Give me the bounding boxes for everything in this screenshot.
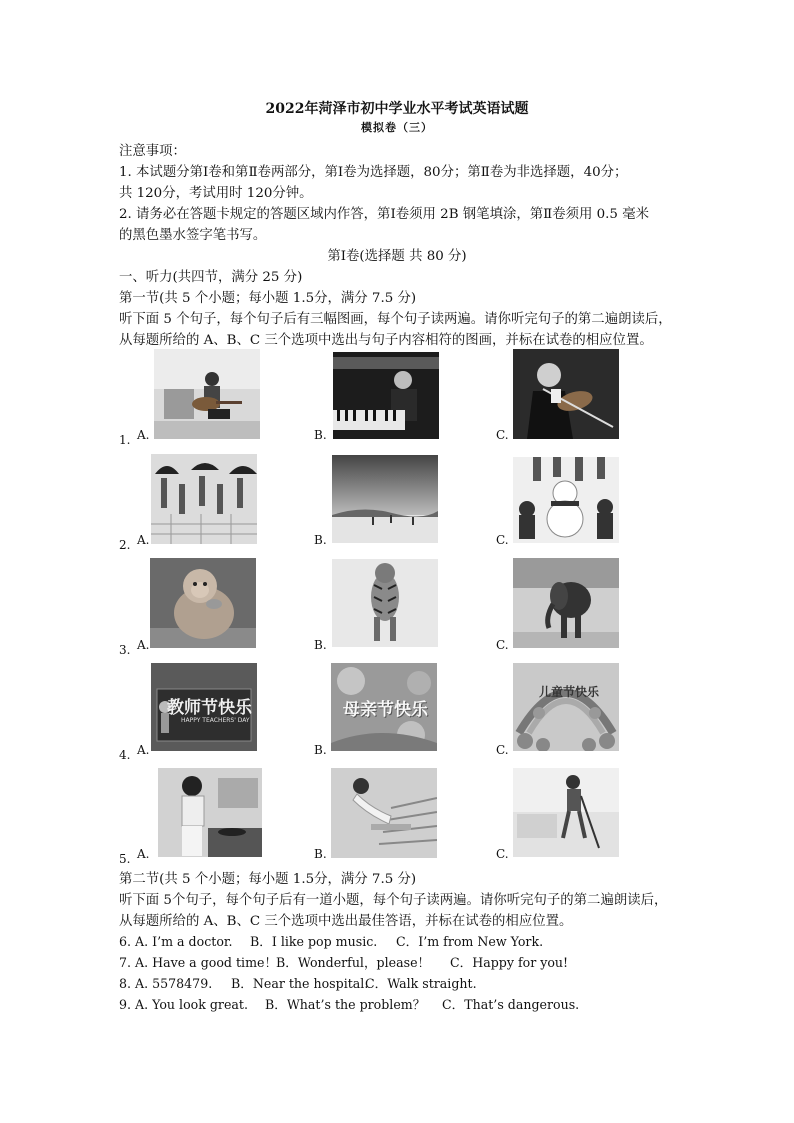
notice-heading: 注意事项： [119, 144, 186, 159]
option-b-label: B. [314, 847, 327, 861]
sec1-instruction-2: 从每题所给的 A、B、C 三个选项中选出与句子内容相符的图画，并标在试卷的相应位置。 [119, 333, 653, 348]
elephant-photo [513, 558, 619, 648]
teachers-day-card [151, 663, 257, 751]
mc-question-6 [119, 931, 543, 950]
childrens-day-text: 儿童节快乐 [539, 685, 600, 699]
mothers-day-card [331, 663, 437, 751]
option-c-label: C. [496, 743, 509, 757]
snowman-photo [513, 457, 619, 543]
option-a-label: A. [137, 847, 150, 861]
monkey-photo [150, 558, 256, 648]
question-number: 3. [119, 643, 131, 657]
notice-item1-line2: 共 120分，考试用时 120分钟。 [119, 186, 313, 201]
pianist-photo [333, 352, 439, 439]
violinist-photo [513, 349, 619, 439]
option-a-label: A. [137, 428, 150, 442]
option-c-label: C. [496, 847, 509, 861]
question-number: 2. [119, 538, 131, 552]
notice-item1-line1: 1. 本试题分第Ⅰ卷和第Ⅱ卷两部分，第Ⅰ卷为选择题，80分；第Ⅱ卷为非选择题，40分； [119, 165, 628, 180]
exam-subtitle: 模拟卷（三） [361, 121, 433, 134]
option-b-label: B. [314, 743, 327, 757]
option-b-label: B. [314, 533, 327, 547]
part1-heading: 第Ⅰ卷(选择题 共 80 分) [327, 249, 467, 264]
mc-question-8 [119, 973, 477, 992]
option-c: C．That’s dangerous. [442, 997, 580, 1012]
mc-question-7 [119, 952, 568, 971]
question-number: 5. [119, 852, 131, 866]
question-number: 1. [119, 433, 131, 447]
option-b: B．Near the hospital. [231, 976, 369, 991]
cooking-woman-photo [158, 768, 262, 857]
mothers-day-text: 母亲节快乐 [343, 700, 428, 720]
option-a: 8. A. 5578479. [119, 976, 213, 991]
stretching-woman-photo [331, 768, 437, 858]
notice-item2-line1: 2. 请务必在答题卡规定的答题区域内作答，第Ⅰ卷须用 2B 钢笔填涂，第Ⅱ卷须用 0.5 毫米 [119, 207, 649, 222]
listening-section-title: 一、听力(共四节，满分 25 分) [119, 270, 303, 285]
question-number: 4. [119, 748, 131, 762]
tiger-photo [332, 559, 438, 647]
option-c-label: C. [496, 428, 509, 442]
guitar-player-photo [154, 349, 260, 439]
option-a: 7. A. Have a good time！ [119, 955, 278, 970]
option-a: 9. A. You look great. [119, 997, 248, 1012]
option-b-label: B. [314, 428, 327, 442]
sec2-title: 第二节(共 5 个小题；每小题 1.5分，满分 7.5 分) [119, 872, 417, 887]
exam-title: 2022年菏泽市初中学业水平考试英语试题 [265, 101, 529, 117]
sec1-instruction-1: 听下面 5 个句子，每个句子后有三幅图画，每个句子读两遍。请你听完句子的第二遍朗读后， [119, 312, 672, 327]
sec1-title: 第一节(共 5 个小题；每小题 1.5分，满分 7.5 分) [119, 291, 417, 306]
option-c-label: C. [496, 638, 509, 652]
option-b-label: B. [314, 638, 327, 652]
notice-item2-line2: 的黑色墨水签字笔书写。 [119, 228, 267, 243]
option-b: B．Wonderful，please！ [276, 955, 431, 970]
sec2-instruction-1: 听下面 5个句子，每个句子后有一道小题，每个句子读两遍。请你听完句子的第二遍朗读后， [119, 893, 668, 908]
option-a-label: A. [137, 743, 150, 757]
sec2-instruction-2: 从每题所给的 A、B、C 三个选项中选出最佳答语，并标在试卷的相应位置。 [119, 914, 573, 929]
option-c: C．Happy for you! [450, 955, 569, 970]
teachers-day-text: 教师节快乐 [167, 698, 252, 718]
cloudy-field-photo [332, 455, 438, 543]
option-a-label: A. [137, 533, 150, 547]
option-c: C．I’m from New York. [396, 934, 544, 949]
option-b: B．What’s the problem？ [265, 997, 426, 1012]
childrens-day-card [513, 663, 619, 751]
option-b: B．I like pop music. [250, 934, 378, 949]
mc-question-9 [119, 994, 579, 1013]
teachers-day-english: HAPPY TEACHERS' DAY [181, 717, 250, 724]
option-a-label: A. [137, 638, 150, 652]
option-c: C．Walk straight. [365, 976, 477, 991]
rain-umbrella-photo [151, 454, 257, 544]
option-a: 6. A. I’m a doctor. [119, 934, 233, 949]
option-c-label: C. [496, 533, 509, 547]
cleaning-woman-photo [513, 768, 619, 857]
